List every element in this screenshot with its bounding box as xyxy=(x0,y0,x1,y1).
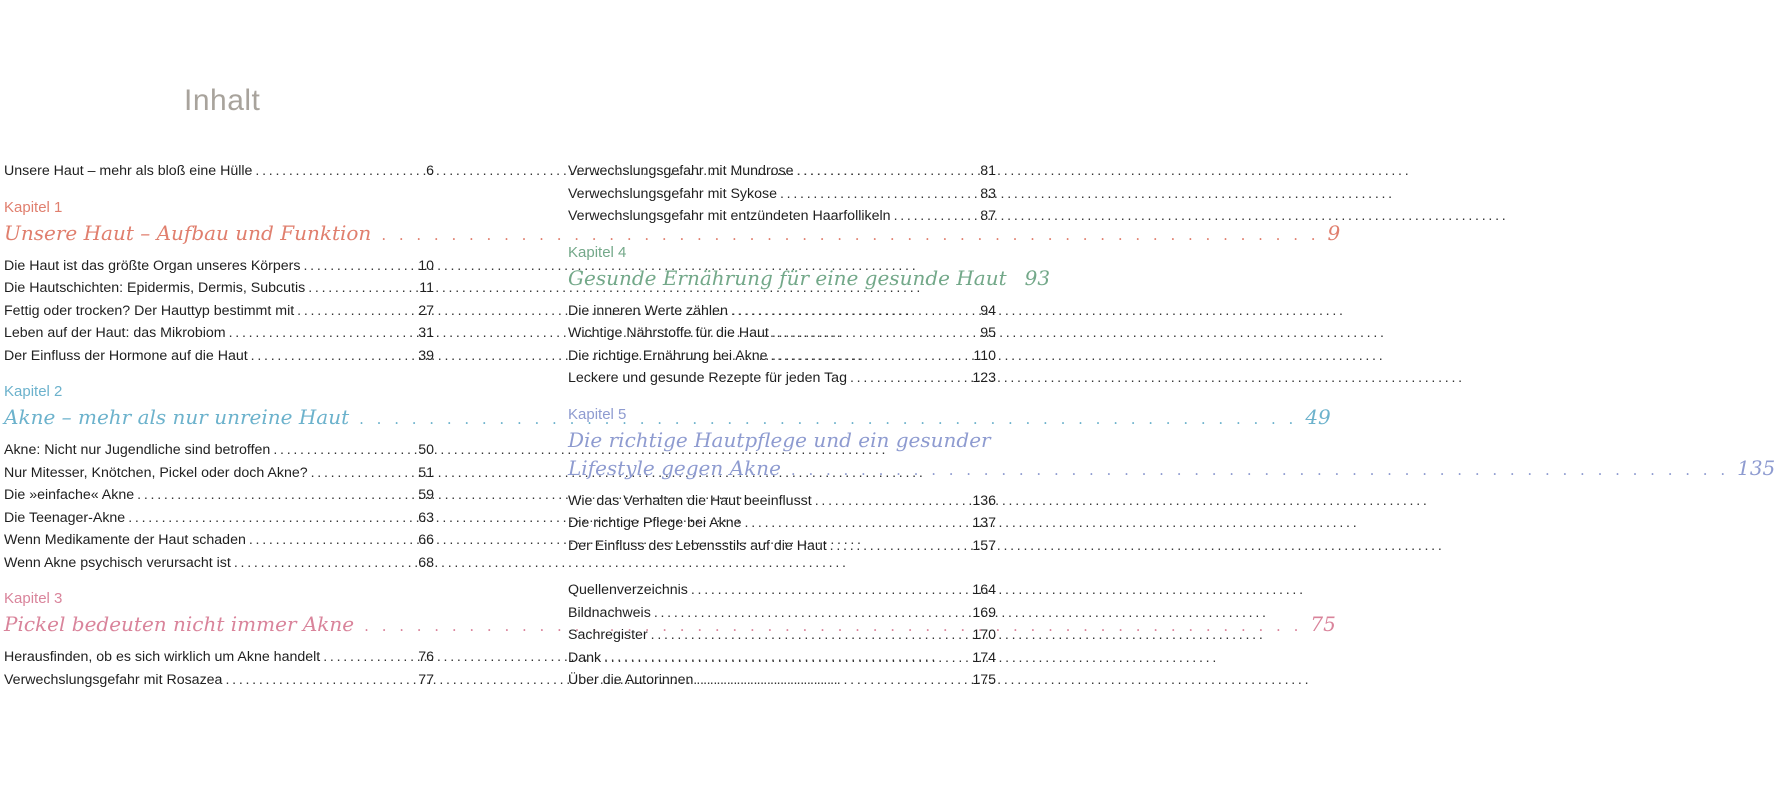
toc-entry-page: 31 xyxy=(418,325,434,341)
chapter-heading[interactable] xyxy=(568,264,1051,294)
chapter-page: 93 xyxy=(1024,265,1051,290)
toc-entry[interactable] xyxy=(568,579,996,602)
dot-leader xyxy=(772,322,966,345)
toc-entry-label: Verwechslungsgefahr mit Rosazea xyxy=(4,671,223,688)
toc-entry[interactable] xyxy=(4,160,434,183)
toc-entry-page: 157 xyxy=(972,537,996,554)
toc-entry-page: 63 xyxy=(418,509,434,526)
dot-leader xyxy=(128,507,404,530)
toc-entry[interactable] xyxy=(568,183,996,206)
toc-entry-page: 136 xyxy=(972,492,996,509)
toc-entry-label: Verwechslungsgefahr mit Mundrose xyxy=(568,163,794,179)
chapter-title: Gesunde Ernährung für eine gesunde Haut xyxy=(568,265,1007,290)
toc-entry-label: Der Einfluss des Lebensstils auf die Haut xyxy=(568,537,827,554)
toc-entry-page: 10 xyxy=(418,257,434,274)
toc-entry-page: 110 xyxy=(973,347,996,364)
toc-entry-label: Die Hautschichten: Epidermis, Dermis, Subcutis xyxy=(4,280,306,296)
toc-entry-label: Leben auf der Haut: das Mikrobiom xyxy=(4,325,226,341)
toc-entry-page: 94 xyxy=(980,302,996,319)
dot-leader xyxy=(297,300,404,323)
chapter-page: 135 xyxy=(1737,455,1775,480)
toc-entry-page: 137 xyxy=(972,515,996,531)
dot-leader xyxy=(304,255,405,278)
chapter-number: Kapitel 5 xyxy=(568,405,627,423)
toc-entry-page: 76 xyxy=(418,649,434,665)
toc-entry-page: 175 xyxy=(972,672,996,688)
toc-entry[interactable] xyxy=(4,529,434,552)
dot-leader xyxy=(791,456,1729,484)
dot-leader xyxy=(815,490,966,513)
dot-leader xyxy=(830,535,966,558)
page-title: Inhalt xyxy=(184,84,261,117)
toc-entry[interactable] xyxy=(4,552,434,575)
dot-leader xyxy=(604,647,966,670)
dot-leader xyxy=(234,552,404,575)
toc-entry-label: Dank xyxy=(568,649,602,666)
dot-leader xyxy=(308,277,404,300)
toc-entry-label: Die richtige Ernährung bei Akne xyxy=(568,347,768,364)
toc-entry-page: 170 xyxy=(972,627,996,643)
toc-entry[interactable] xyxy=(568,205,996,228)
toc-entry[interactable] xyxy=(4,255,434,278)
toc-entry[interactable] xyxy=(4,439,434,462)
toc-entry[interactable] xyxy=(568,322,996,345)
dot-leader xyxy=(696,669,966,692)
toc-entry[interactable] xyxy=(4,345,434,368)
toc-entry-page: 50 xyxy=(418,442,434,458)
toc-entry-label: Herausfinden, ob es sich wirklich um Akne handelt xyxy=(4,649,321,665)
toc-entry-page: 39 xyxy=(418,347,434,364)
toc-entry-page: 164 xyxy=(972,582,996,598)
chapter-page: 9 xyxy=(1327,220,1341,245)
toc-entry-page: 123 xyxy=(972,370,996,386)
toc-entry-label: Verwechslungsgefahr mit Sykose xyxy=(568,185,777,202)
dot-leader xyxy=(137,484,404,507)
dot-leader xyxy=(894,205,966,228)
dot-leader xyxy=(771,345,966,368)
toc-entry[interactable] xyxy=(4,322,434,345)
dot-leader xyxy=(251,345,404,368)
toc-entry-label: Wenn Medikamente der Haut schaden xyxy=(4,532,246,548)
dot-leader xyxy=(323,646,404,669)
chapter-title-line2: Lifestyle gegen Akne xyxy=(568,455,781,480)
toc-entry[interactable] xyxy=(4,300,434,323)
dot-leader xyxy=(273,439,404,462)
toc-entry-label: Unsere Haut – mehr als bloß eine Hülle xyxy=(4,163,253,179)
toc-entry[interactable] xyxy=(4,277,434,300)
toc-entry-page: 87 xyxy=(980,208,996,224)
chapter-number: Kapitel 1 xyxy=(4,198,63,216)
toc-entry-page: 68 xyxy=(418,554,434,571)
toc-entry-label: Über die Autorinnen xyxy=(568,672,694,688)
dot-leader xyxy=(691,579,966,602)
chapter-4 xyxy=(568,242,1051,390)
toc-entry[interactable] xyxy=(4,669,434,692)
toc-entry-label: Wenn Akne psychisch verursacht ist xyxy=(4,554,231,571)
toc-entry-page: 59 xyxy=(418,487,434,503)
toc-entry-label: Die Haut ist das größte Organ unseres Körpers xyxy=(4,257,301,274)
toc-entry-page: 174 xyxy=(972,649,996,666)
toc-entry-label: Quellenverzeichnis xyxy=(568,582,688,598)
toc-entry-label: Die richtige Pflege bei Akne xyxy=(568,515,742,531)
toc-entry-label: Fettig oder trocken? Der Hauttyp bestimmt mit xyxy=(4,302,295,319)
toc-entry-page: 6 xyxy=(426,163,434,179)
toc-entry[interactable] xyxy=(568,367,996,390)
dot-leader xyxy=(654,602,966,625)
toc-entry-label: Wie das Verhalten die Haut beeinflusst xyxy=(568,492,812,509)
dot-leader xyxy=(249,529,404,552)
toc-entry-page: 27 xyxy=(418,302,434,319)
toc-entry[interactable] xyxy=(4,507,434,530)
toc-entry[interactable] xyxy=(568,602,996,625)
toc-entry-label: Wichtige Nährstoffe für die Haut xyxy=(568,325,769,341)
toc-entry-label: Leckere und gesunde Rezepte für jeden Tag xyxy=(568,370,847,386)
dot-leader xyxy=(225,669,404,692)
chapter-heading[interactable] xyxy=(568,426,1775,484)
dot-leader xyxy=(311,462,404,485)
chapter-title: Pickel bedeuten nicht immer Akne xyxy=(4,612,355,636)
chapter-heading[interactable] xyxy=(4,219,1341,249)
toc-entry-label: Nur Mitesser, Knötchen, Pickel oder doch Akne? xyxy=(4,464,308,481)
dot-leader xyxy=(229,322,404,345)
toc-entry-label: Der Einfluss der Hormone auf die Haut xyxy=(4,347,248,364)
toc-entry-label: Sachregister xyxy=(568,627,648,643)
chapter-page: 75 xyxy=(1310,612,1336,636)
toc-entry[interactable] xyxy=(568,160,996,183)
toc-entry-label: Verwechslungsgefahr mit entzündeten Haarfollikeln xyxy=(568,208,891,224)
toc-entry[interactable] xyxy=(568,490,996,513)
dot-leader xyxy=(255,160,404,183)
toc-entry-page: 77 xyxy=(418,671,434,688)
chapter-number: Kapitel 4 xyxy=(568,243,627,261)
toc-entry-page: 83 xyxy=(980,185,996,202)
dot-leader xyxy=(651,624,966,647)
toc-entry-label: Die Teenager-Akne xyxy=(4,509,126,526)
toc-entry-page: 51 xyxy=(418,464,434,481)
toc-entry[interactable] xyxy=(568,647,996,670)
toc-entry[interactable] xyxy=(4,646,434,669)
toc-entry-page: 11 xyxy=(419,280,434,296)
toc-entry[interactable] xyxy=(4,462,434,485)
toc-entry[interactable] xyxy=(568,535,996,558)
toc-entry-label: Akne: Nicht nur Jugendliche sind betroffen xyxy=(4,442,271,458)
toc-entry[interactable] xyxy=(568,669,996,692)
toc-entry[interactable] xyxy=(568,345,996,368)
chapter-title: Unsere Haut – Aufbau und Funktion xyxy=(4,220,372,245)
toc-entry[interactable] xyxy=(568,512,996,535)
dot-leader xyxy=(745,512,966,535)
chapter-title: Akne – mehr als nur unreine Haut xyxy=(4,405,350,429)
dot-leader xyxy=(731,300,966,323)
toc-entry[interactable] xyxy=(568,624,996,647)
toc-entry-page: 95 xyxy=(980,325,996,341)
toc-entry-page: 81 xyxy=(980,163,996,179)
chapter-number: Kapitel 2 xyxy=(4,383,63,400)
back-matter xyxy=(568,579,996,692)
toc-entry[interactable] xyxy=(568,300,996,323)
toc-entry-page: 169 xyxy=(972,604,996,621)
dot-leader xyxy=(780,183,966,206)
chapter-title-line1: Die richtige Hautpflege und ein gesunder xyxy=(568,427,991,452)
toc-entry-page: 66 xyxy=(418,532,434,548)
chapter-number: Kapitel 3 xyxy=(4,590,63,607)
chapter-page: 49 xyxy=(1305,405,1331,429)
toc-entry-label: Die »einfache« Akne xyxy=(4,487,135,503)
toc-entry-label: Bildnachweis xyxy=(568,604,651,621)
dot-leader xyxy=(850,367,966,390)
toc-entry[interactable] xyxy=(4,484,434,507)
toc-entry-label: Die inneren Werte zählen xyxy=(568,302,728,319)
dot-leader xyxy=(797,160,966,183)
